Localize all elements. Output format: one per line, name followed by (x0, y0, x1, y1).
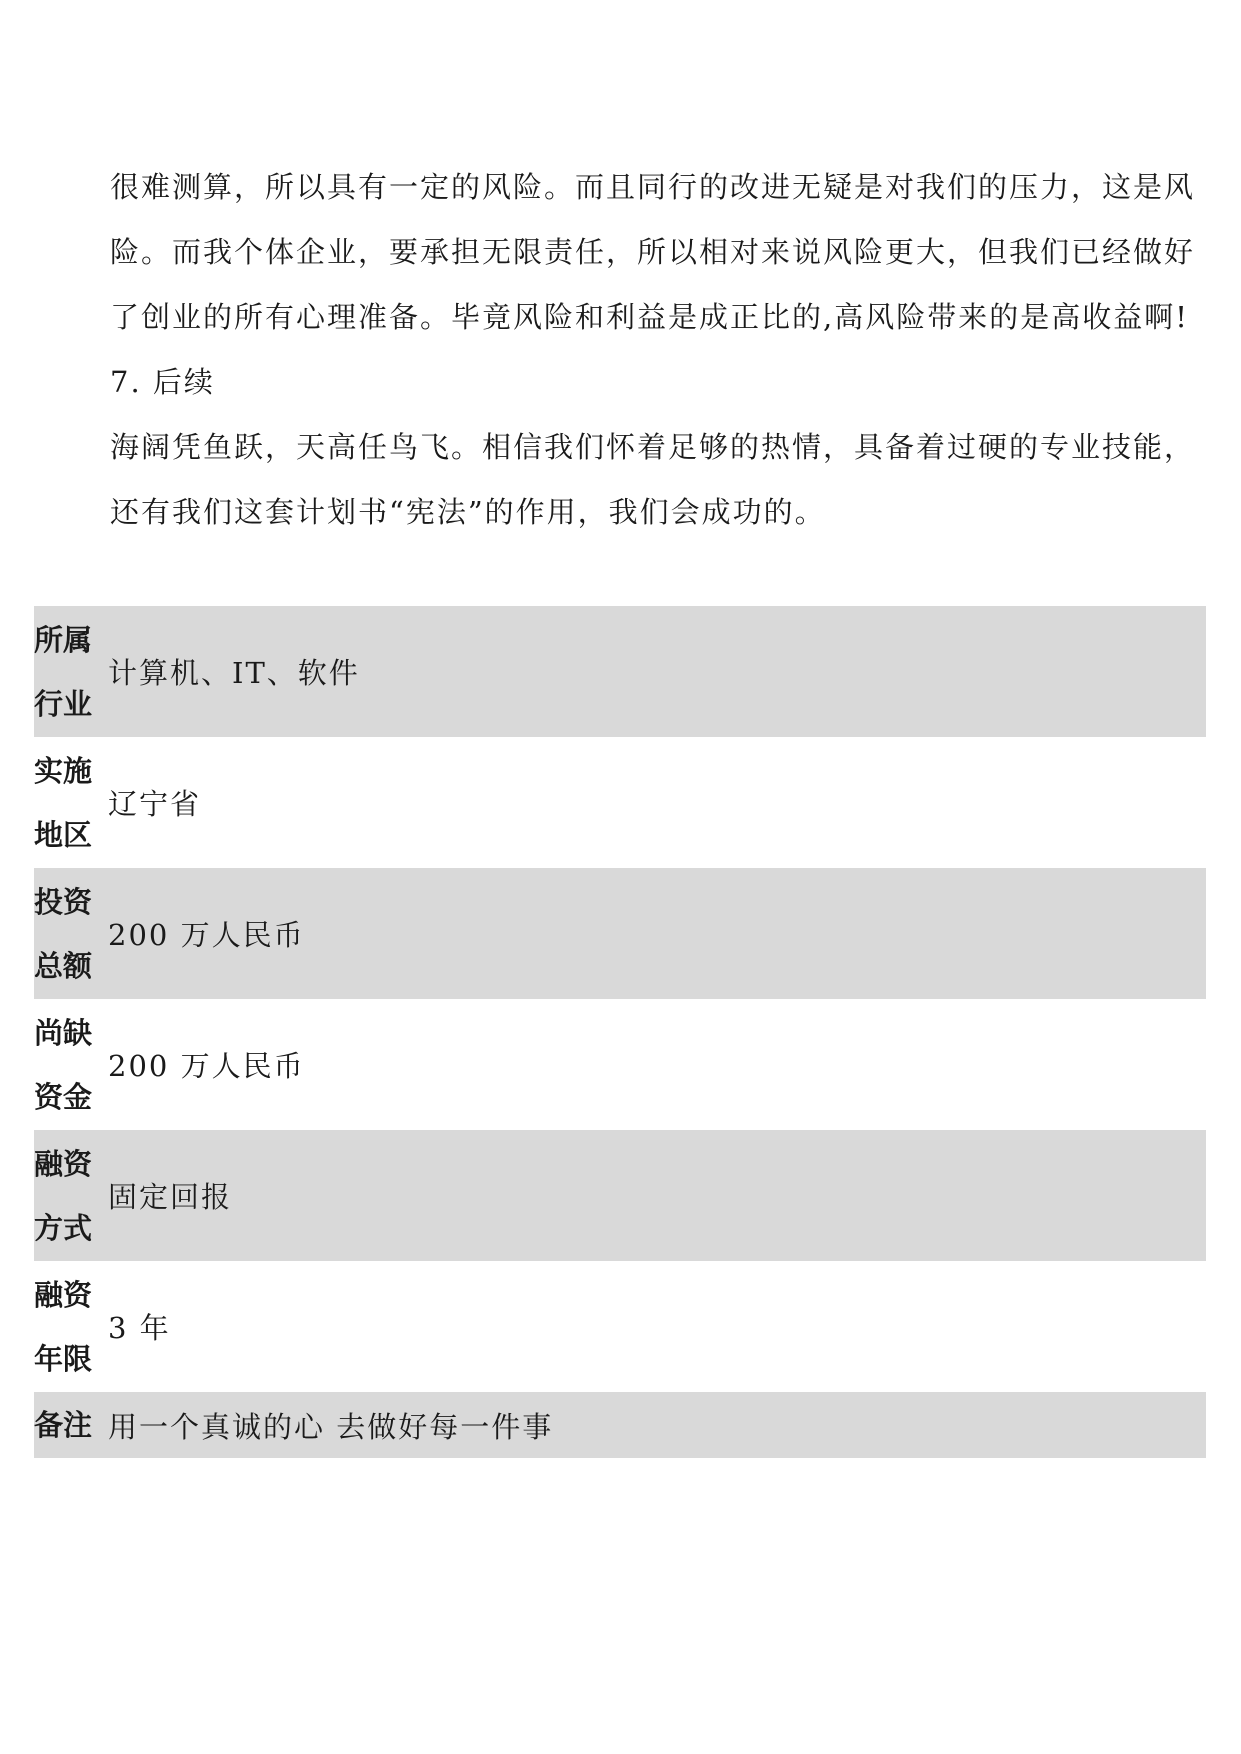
info-label (34, 870, 102, 998)
info-label-line: 融资 (34, 1277, 93, 1312)
info-label-line: 投资 (34, 884, 93, 919)
body-text (110, 155, 1200, 545)
info-label-line: 行业 (34, 686, 93, 721)
info-value: 用一个真诚的心 去做好每一件事 (108, 1409, 554, 1444)
info-label (34, 1393, 102, 1457)
info-label-line: 尚缺 (34, 1015, 93, 1050)
info-row-financing-term (34, 1261, 1206, 1392)
info-label (34, 1263, 102, 1391)
info-row-remarks (34, 1392, 1206, 1458)
info-label-line: 资金 (34, 1079, 93, 1114)
info-row-total-investment (34, 868, 1206, 999)
info-label-line: 所属 (34, 622, 93, 657)
info-value: 200 万人民币 (108, 918, 305, 952)
project-info-table (34, 606, 1206, 1458)
info-label-line: 方式 (34, 1210, 93, 1245)
info-label-line: 总额 (34, 948, 93, 983)
info-label-line: 地区 (34, 817, 93, 852)
info-row-funding-gap (34, 999, 1206, 1130)
info-value: 计算机、IT、软件 (108, 656, 360, 690)
info-value: 3 年 (108, 1311, 171, 1345)
paragraph-line: 险。而我个体企业，要承担无限责任，所以相对来说风险更大，但我们已经做好 (110, 235, 1196, 269)
info-value: 固定回报 (108, 1180, 233, 1214)
info-label-line: 实施 (34, 753, 93, 788)
info-value: 辽宁省 (108, 787, 202, 821)
info-row-region (34, 737, 1206, 868)
info-label (34, 1132, 102, 1260)
info-label (34, 739, 102, 867)
info-label (34, 1001, 102, 1129)
paragraph-line: 很难测算，所以具有一定的风险。而且同行的改进无疑是对我们的压力，这是风 (110, 170, 1196, 204)
info-label-line: 年限 (34, 1341, 93, 1376)
info-label-line: 融资 (34, 1146, 93, 1181)
info-label (34, 608, 102, 736)
info-value: 200 万人民币 (108, 1049, 305, 1083)
paragraph-line: 海阔凭鱼跃，天高任鸟飞。相信我们怀着足够的热情，具备着过硬的专业技能， (110, 430, 1196, 464)
paragraph-line: 还有我们这套计划书“宪法”的作用，我们会成功的。 (110, 495, 826, 529)
info-row-industry (34, 606, 1206, 737)
paragraph-line: 了创业的所有心理准备。毕竟风险和利益是成正比的,高风险带来的是高收益啊! (110, 300, 1189, 334)
section-heading: 7. 后续 (110, 365, 215, 399)
info-label-line: 备注 (34, 1408, 93, 1442)
info-row-financing-method (34, 1130, 1206, 1261)
